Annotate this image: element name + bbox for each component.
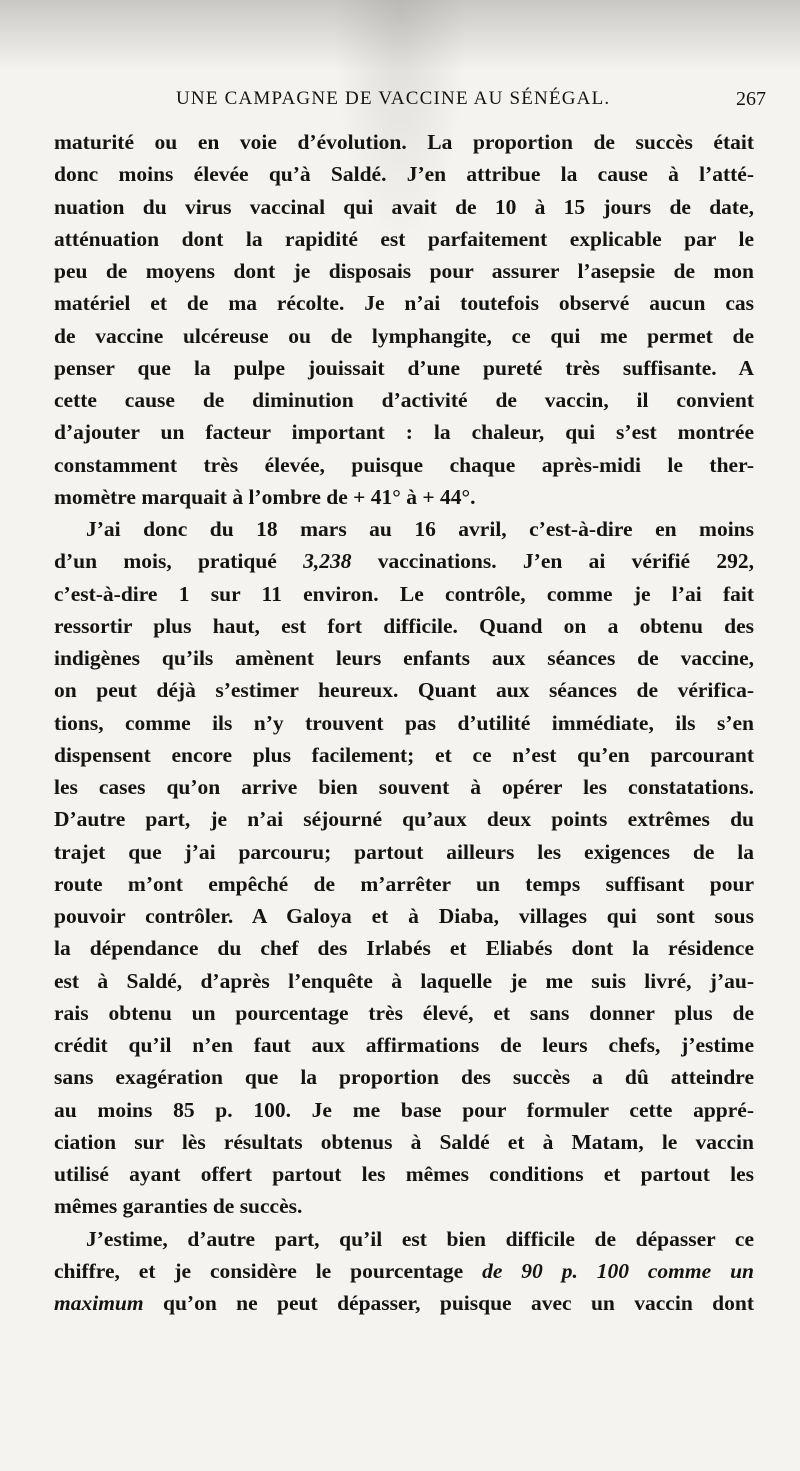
text-line: pouvoir contrôler. A Galoya et à Diaba, villages qui sont sous — [54, 904, 754, 928]
text-line: tions, comme ils n’y trouvent pas d’utilité immédiate, ils s’en — [54, 710, 754, 735]
text-line: route m’ont empêché de m’arrêter un temps suffisant pour — [54, 871, 754, 896]
text-line: chiffre, et je considère le pourcentage de 90 p. 100 comme un — [54, 1258, 754, 1283]
text-line: dispensent encore plus facilement; et ce n’est qu’en parcourant — [54, 742, 754, 767]
running-title: UNE CAMPAGNE DE VACCINE AU SÉNÉGAL. — [176, 88, 611, 109]
text-line: mêmes garanties de succès. — [54, 1194, 303, 1219]
italic-phrase: maximum — [54, 1291, 144, 1315]
text-line: maximum qu’on ne peut dépasser, puisque avec un vaccin dont — [54, 1291, 754, 1315]
text-line: D’autre part, je n’ai séjourné qu’aux deux points extrêmes du — [54, 807, 754, 832]
text-line: on peut déjà s’estimer heureux. Quant aux séances de vérifica- — [54, 678, 754, 703]
text-line: au moins 85 p. 100. Je me base pour formuler cette appré- — [54, 1097, 754, 1122]
body-text — [54, 126, 754, 1319]
text-line: matériel et de ma récolte. Je n’ai toutefois observé aucun cas — [54, 291, 754, 316]
text-line: indigènes qu’ils amènent leurs enfants aux séances de vaccine, — [54, 646, 754, 670]
text-line: cette cause de diminution d’activité de vaccin, il convient — [54, 388, 754, 412]
text-line: nuation du virus vaccinal qui avait de 10 à 15 jours de date, — [54, 194, 754, 219]
italic-number: 3,238 — [303, 549, 352, 574]
text-line: c’est-à-dire 1 sur 11 environ. Le contrôle, comme je l’ai fait — [54, 581, 754, 606]
text-line: peu de moyens dont je disposais pour assurer l’asepsie de mon — [54, 259, 754, 283]
italic-phrase: de 90 p. 100 comme un — [482, 1258, 754, 1283]
text-line: sans exagération que la proportion des succès a dû atteindre — [54, 1065, 754, 1090]
text-line: de vaccine ulcéreuse ou de lymphangite, ce qui me permet de — [54, 323, 754, 348]
text-line: maturité ou en voie d’évolution. La proportion de succès était — [54, 130, 754, 154]
text-line: donc moins élevée qu’à Saldé. J’en attribue la cause à l’atté- — [54, 162, 754, 187]
page-number: 267 — [736, 88, 766, 110]
text-line: est à Saldé, d’après l’enquête à laquelle je me suis livré, j’au- — [54, 968, 754, 993]
text-line: les cases qu’on arrive bien souvent à opérer les constatations. — [54, 775, 754, 799]
text-line: la dépendance du chef des Irlabés et Eliabés dont la résidence — [54, 936, 754, 961]
text-line: utilisé ayant offert partout les mêmes conditions et partout les — [54, 1162, 754, 1186]
text-line: ressortir plus haut, est fort difficile. Quand on a obtenu des — [54, 613, 754, 638]
page-header — [176, 88, 766, 118]
text-line: crédit qu’il n’en faut aux affirmations de leurs chefs, j’estime — [54, 1033, 754, 1057]
paragraph-start: J’ai donc du 18 mars au 16 avril, c’est-à-dire en moins — [86, 517, 754, 541]
text-line: atténuation dont la rapidité est parfaitement explicable par le — [54, 226, 754, 251]
paragraph-start: J’estime, d’autre part, qu’il est bien difficile de dépasser ce — [86, 1226, 754, 1251]
text-line: rais obtenu un pourcentage très élevé, et sans donner plus de — [54, 1000, 754, 1025]
text-line: momètre marquait à l’ombre de + 41° à + 44°. — [54, 484, 476, 509]
text-line: penser que la pulpe jouissait d’une pureté très suffisante. A — [54, 355, 754, 380]
scan-shadow — [0, 0, 800, 70]
text-line: d’un mois, pratiqué 3,238 vaccinations. J’en ai vérifié 292, — [54, 549, 754, 574]
text-line: d’ajouter un facteur important : la chaleur, qui s’est montrée — [54, 420, 754, 445]
text-line: constamment très élevée, puisque chaque après-midi le ther- — [54, 452, 754, 477]
text-line: ciation sur lès résultats obtenus à Saldé et à Matam, le vaccin — [54, 1129, 754, 1154]
text-line: trajet que j’ai parcouru; partout ailleurs les exigences de la — [54, 839, 754, 864]
